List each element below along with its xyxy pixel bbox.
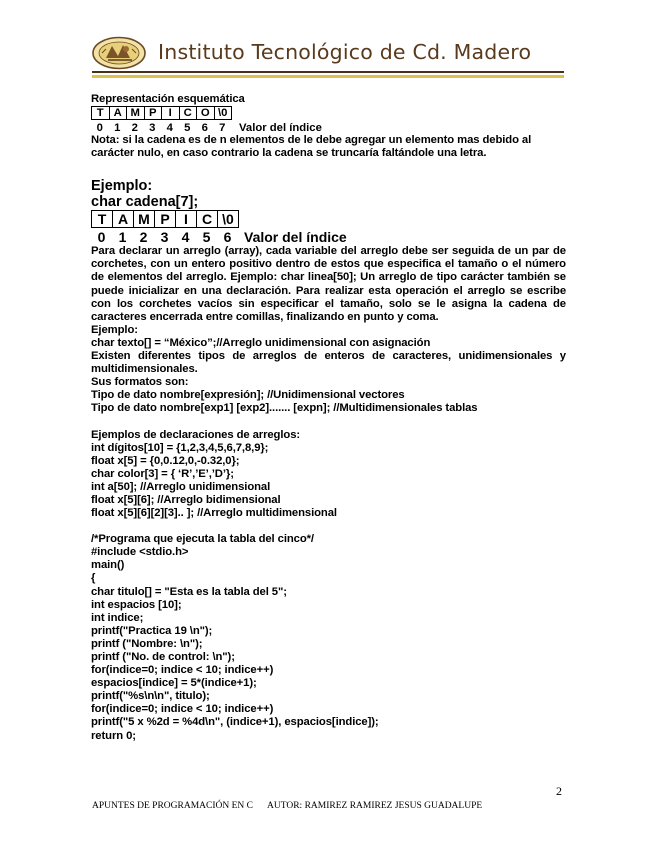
code-line: char titulo[] = "Esta es la tabla del 5"; xyxy=(91,585,287,598)
institution-title: Instituto Tecnológico de Cd. Madero xyxy=(158,40,532,64)
types-paragraph: Existen diferentes tipos de arreglos de enteros de caracteres, unidimensionales y multidimensionales. xyxy=(91,350,566,376)
array-cell: I xyxy=(176,211,197,228)
index-label: Valor del índice xyxy=(244,229,347,246)
declaration-line: float x[5][6][2][3].. ]; //Arreglo multidimensional xyxy=(91,507,337,520)
declaration-line: char color[3] = { ‘R’,’E’,’D’}; xyxy=(91,467,234,480)
index-number: 4 xyxy=(166,122,173,135)
index-number: 3 xyxy=(149,122,156,135)
declarations-heading: Ejemplos de declaraciones de arreglos: xyxy=(91,428,301,441)
code-line: printf("Practica 19 \n"); xyxy=(91,624,213,637)
example-index-row xyxy=(91,229,566,245)
page-footer xyxy=(92,801,482,811)
spacer xyxy=(91,416,566,429)
index-number: 5 xyxy=(202,229,211,246)
array-cell: \0 xyxy=(218,211,239,228)
code-line: main() xyxy=(91,559,125,572)
index-number: 6 xyxy=(223,229,232,246)
array-cell: M xyxy=(134,211,155,228)
footer-author: AUTOR: RAMIREZ RAMIREZ JESUS GUADALUPE xyxy=(267,801,483,811)
declaration-line: float x[5] = {0,0.12,0,-0.32,0}; xyxy=(91,454,240,467)
array-cell: P xyxy=(144,107,162,120)
example-heading-2: Ejemplo: xyxy=(91,323,138,336)
array-paragraph: Para declarar un arreglo (array), cada variable del arreglo debe ser seguida de un par de corchetes, con un entero positivo dentro de estos que especifica el tamaño o el número de elementos del arreglo. Ejemplo: char linea[50]; Un arreglo de tipo carácter también se puede inicializar en una declaración. Para realizar esta operación el arreglo se escribe con los corchetes vacíos sin especificar el tamaño, solo se le asigna la cadena de caracteres encerrada entre comillas, finalizando en punto y coma. xyxy=(91,245,566,323)
array-cell: C xyxy=(197,211,218,228)
index-number: 3 xyxy=(160,229,169,246)
note-line: carácter nulo, en caso contrario la cadena se truncaría faltándole una letra. xyxy=(91,147,487,160)
page-number: 2 xyxy=(556,784,562,798)
declaration-line: int a[50]; //Arreglo unidimensional xyxy=(91,480,271,493)
array-cell: A xyxy=(109,107,127,120)
example-code-line: char texto[] = “México”;//Arreglo unidimensional con asignación xyxy=(91,336,431,349)
index-number: 7 xyxy=(219,122,226,135)
example-declaration: char cadena[7]; xyxy=(91,194,199,211)
index-number: 6 xyxy=(201,122,208,135)
footer-course: APUNTES DE PROGRAMACIÓN EN C xyxy=(92,801,253,811)
code-line: int indice; xyxy=(91,611,144,624)
array-cell: P xyxy=(155,211,176,228)
index-number: 0 xyxy=(97,229,106,246)
code-line: printf("5 x %2d = %4d\n", (indice+1), espacios[indice]); xyxy=(91,716,379,729)
index-number: 1 xyxy=(118,229,127,246)
code-line: printf("%s\n\n", titulo); xyxy=(91,690,210,703)
spacer xyxy=(91,160,566,178)
example-array-table xyxy=(91,210,239,228)
array-cell: I xyxy=(162,107,180,120)
array-cell: C xyxy=(179,107,197,120)
code-line: #include <stdio.h> xyxy=(91,546,189,559)
array-cell: T xyxy=(92,107,110,120)
code-line: /*Programa que ejecuta la tabla del cinco*/ xyxy=(91,533,314,546)
code-line: for(indice=0; indice < 10; indice++) xyxy=(91,703,274,716)
code-line: espacios[indice] = 5*(indice+1); xyxy=(91,677,257,690)
code-line: { xyxy=(91,572,96,585)
format-line: Tipo de dato nombre[expresión]; //Unidimensional vectores xyxy=(91,389,405,402)
schematic-array-table xyxy=(91,106,232,120)
index-number: 1 xyxy=(114,122,121,135)
note-line: Nota: si la cadena es de n elementos de le debe agregar un elemento mas debido al xyxy=(91,134,532,147)
formats-heading: Sus formatos son: xyxy=(91,376,189,389)
example-heading: Ejemplo: xyxy=(91,178,153,195)
header-rule-gold xyxy=(92,75,564,78)
code-line: printf ("No. de control: \n"); xyxy=(91,651,235,663)
schematic-index-row xyxy=(91,122,566,134)
index-number: 2 xyxy=(139,229,148,246)
array-cell: \0 xyxy=(214,107,232,120)
code-line: printf ("Nombre: \n"); xyxy=(91,637,203,650)
array-cell: M xyxy=(127,107,145,120)
page-header xyxy=(92,34,564,79)
declaration-line: int dígitos[10] = {1,2,3,4,5,6,7,8,9}; xyxy=(91,441,269,454)
code-line: for(indice=0; indice < 10; indice++) xyxy=(91,664,274,677)
index-number: 4 xyxy=(181,229,190,246)
declaration-line: float x[5][6]; //Arreglo bidimensional xyxy=(91,493,281,506)
institute-seal-logo xyxy=(92,36,146,70)
schematic-title: Representación esquemática xyxy=(91,93,245,105)
spacer xyxy=(91,520,566,533)
array-cell: T xyxy=(92,211,113,228)
index-label: Valor del índice xyxy=(239,122,322,135)
format-line: Tipo de dato nombre[exp1] [exp2]....... [expn]; //Multidimensionales tablas xyxy=(91,402,478,415)
document-body xyxy=(91,93,566,743)
code-line: int espacios [10]; xyxy=(91,598,182,611)
index-number: 5 xyxy=(184,122,191,135)
index-number: 0 xyxy=(96,122,103,135)
index-number: 2 xyxy=(131,122,138,135)
array-cell: A xyxy=(113,211,134,228)
array-cell: O xyxy=(197,107,215,120)
header-rule-dark xyxy=(92,71,564,73)
code-line: return 0; xyxy=(91,729,136,742)
